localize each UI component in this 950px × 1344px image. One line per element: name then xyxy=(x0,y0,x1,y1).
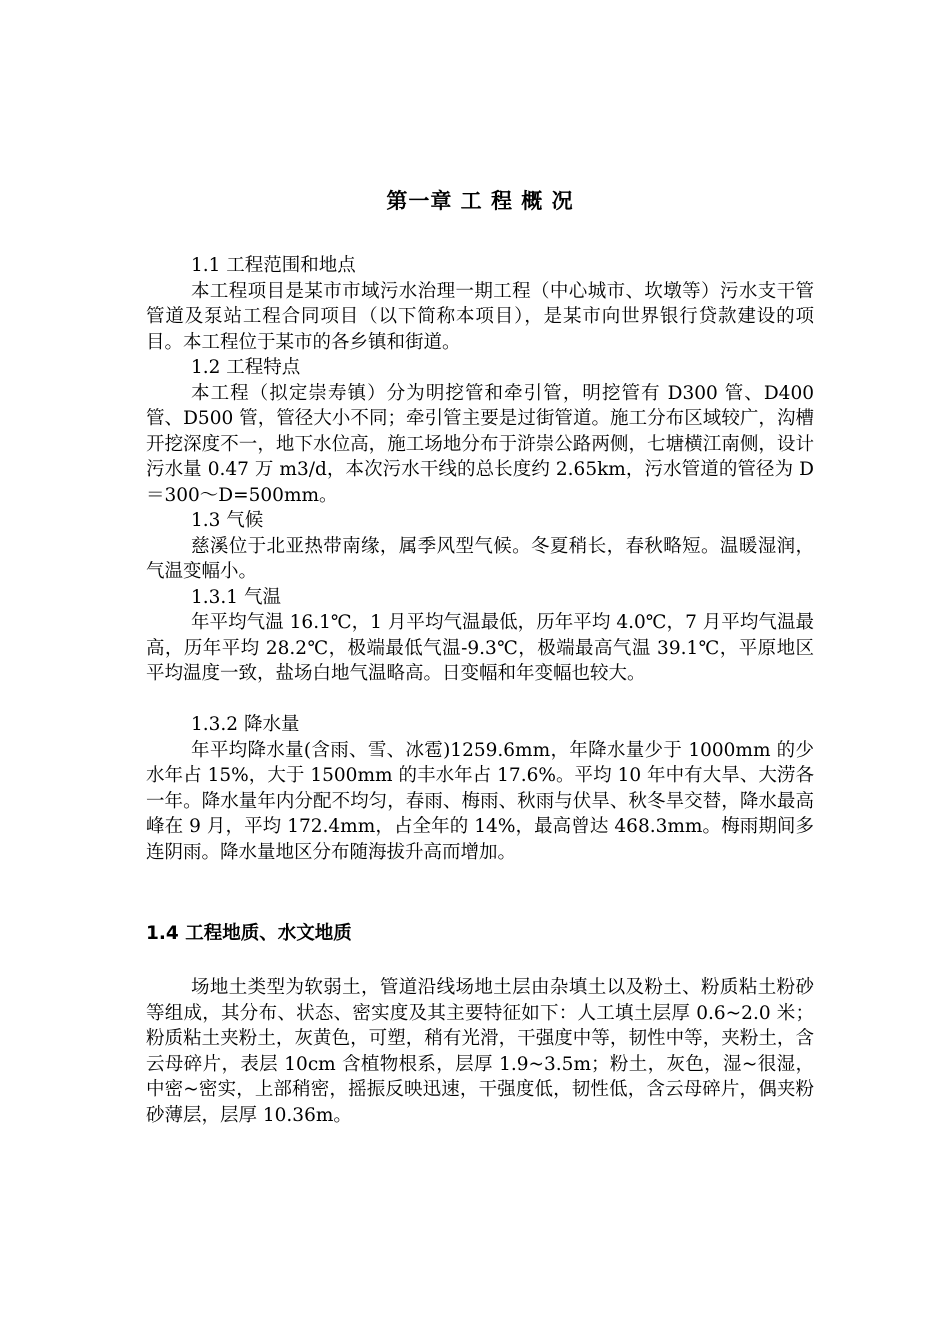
section-text-1-3-2: 年平均降水量(含雨、雪、冰雹)1259.6mm，年降水量少于 1000mm 的少水年占 15%，大于 1500mm 的丰水年占 17.6%。平均 10 年中有大旱、大涝各一年。降水量年内分配不均匀，春雨、梅雨、秋雨与伏旱、秋冬旱交替，降水最高峰在 9 月，平均 172.4mm，占全年的 14%，最高曾达 468.3mm。梅雨期间多连阴雨。降水量地区分布随海拔升高而增加。 xyxy=(146,739,814,863)
section-heading-1-3: 1.3 气候 xyxy=(191,510,264,531)
paragraph-gap xyxy=(146,687,814,713)
section-heading-1-1: 1.1 工程范围和地点 xyxy=(191,255,356,276)
section-text-1-2: 本工程（拟定崇寿镇）分为明挖管和牵引管，明挖管有 D300 管、D400 管、D500 管，管径大小不同；牵引管主要是过街管道。施工分布区域较广，沟槽开挖深度不一，地下水位高，施工场地分布于浒崇公路两侧，七塘横江南侧，设计污水量 0.47 万 m3/d，本次污水干线的总长度约 2.65km，污水管道的管径为 D＝300～D=500mm。 xyxy=(146,382,814,506)
section-heading-1-4: 1.4 工程地质、水文地质 xyxy=(146,923,352,944)
section-heading-1-3-2: 1.3.2 降水量 xyxy=(191,714,300,735)
section-heading-1-3-1: 1.3.1 气温 xyxy=(191,586,281,608)
section-1-4-block xyxy=(146,920,814,1128)
section-text-1-3: 慈溪位于北亚热带南缘，属季风型气候。冬夏稍长，春秋略短。温暖湿润，气温变幅小。 xyxy=(146,535,814,582)
chapter-title: 第一章 工 程 概 况 xyxy=(386,189,574,213)
section-text-1-4: 场地土类型为软弱土，管道沿线场地土层由杂填土以及粉土、粉质粘土粉砂等组成，其分布、状态、密实度及其主要特征如下：人工填土层厚 0.6~2.0 米；粉质粘土夹粉土，灰黄色，可塑，稍有光滑，干强度中等，韧性中等，夹粉土，含云母碎片，表层 10cm 含植物根系，层厚 1.9~3.5m；粉土，灰色，湿~很湿，中密~密实，上部稍密，摇振反映迅速，干强度低，韧性低，含云母碎片，偶夹粉砂薄层，层厚 10.36m。 xyxy=(146,977,814,1126)
section-text-1-1: 本工程项目是某市市域污水治理一期工程（中心城市、坎墩等）污水支干管管道及泵站工程合同项目（以下简称本项目），是某市向世界银行贷款建设的项目。本工程位于某市的各乡镇和街道。 xyxy=(146,280,814,353)
section-text-1-3-1: 年平均气温 16.1℃，1 月平均气温最低，历年平均 4.0℃，7 月平均气温最高，历年平均 28.2℃，极端最低气温-9.3℃，极端最高气温 39.1℃，平原地区平均温度一致，盐场白地气温略高。日变幅和年变幅也较大。 xyxy=(146,612,814,684)
chapter-body xyxy=(146,253,814,865)
section-heading-1-2: 1.2 工程特点 xyxy=(191,357,301,378)
